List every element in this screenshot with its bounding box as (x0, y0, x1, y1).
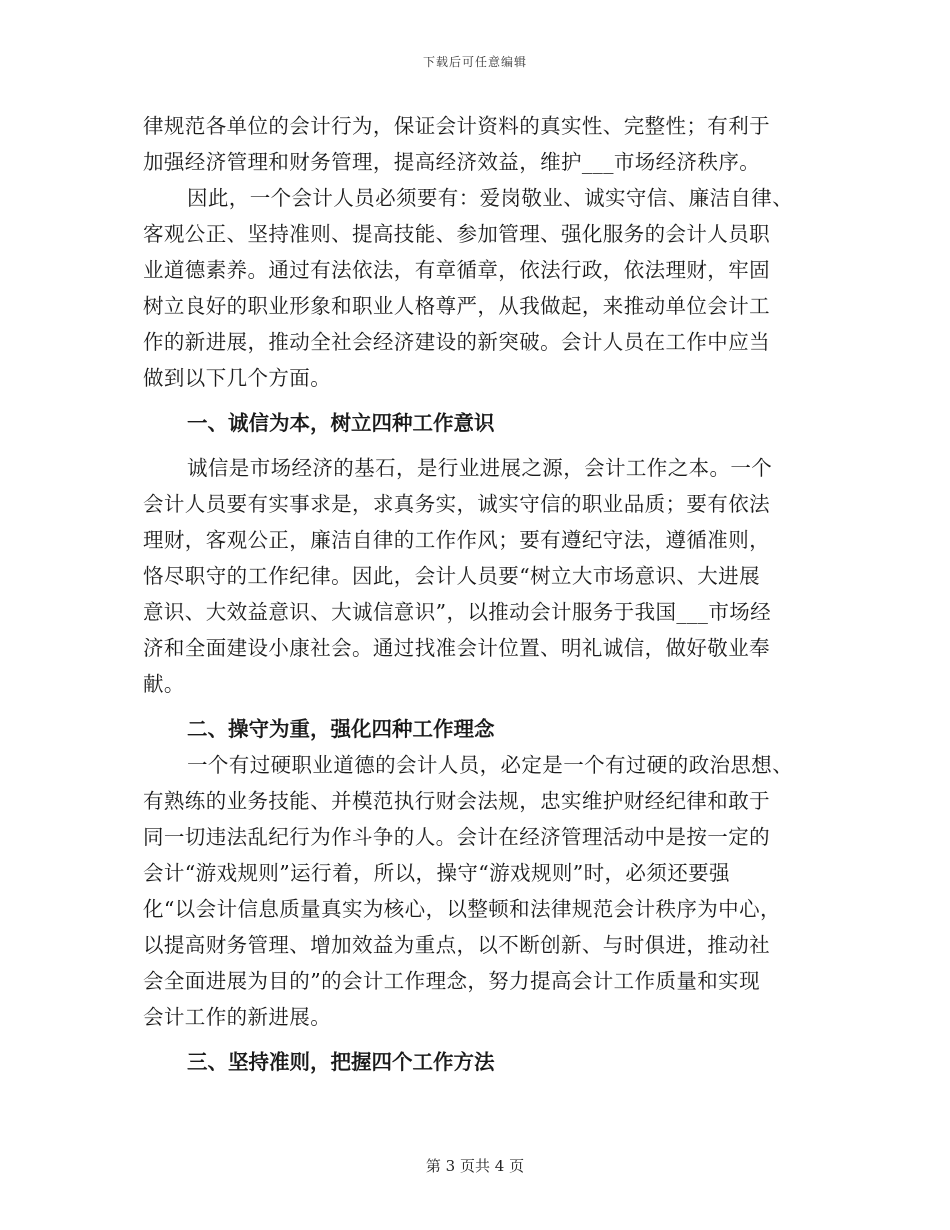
text-line: 诚信是市场经济的基石，是行业进展之源，会计工作之本。一个 (187, 456, 773, 480)
text-line: 会计“游戏规则”运行着，所以，操守“游戏规则”时，必须还要强 (143, 861, 730, 885)
text-line: 会计人员要有实事求是，求真务实，诚实守信的职业品质；要有依法 (143, 492, 770, 516)
text-line: 树立良好的职业形象和职业人格尊严，从我做起，来推动单位会计工 (143, 294, 770, 318)
section-heading: 二、操守为重，强化四种工作理念 (187, 717, 495, 741)
text-line: 同一切违法乱纪行为作斗争的人。会计在经济管理活动中是按一定的 (143, 825, 770, 849)
document-body (143, 108, 813, 1080)
section-heading: 三、坚持准则，把握四个工作方法 (187, 1050, 495, 1074)
text-line: 加强经济管理和财务管理，提高经济效益，维护___市场经济秩序。 (143, 150, 761, 174)
paragraph (143, 108, 813, 180)
text-line: 因此，一个会计人员必须要有：爱岗敬业、诚实守信、廉洁自律、 (187, 186, 794, 210)
text-line: 理财，客观公正，廉洁自律的工作作风；要有遵纪守法，遵循准则， (143, 528, 770, 552)
text-line: 化“以会计信息质量真实为核心，以整顿和法律规范会计秩序为中心， (143, 897, 781, 921)
text-line: 作的新进展，推动全社会经济建设的新突破。会计人员在工作中应当 (143, 330, 770, 354)
text-line: 意识、大效益意识、大诚信意识”，以推动会计服务于我国___市场经 (143, 600, 772, 624)
text-line: 献。 (143, 672, 185, 696)
section-heading: 一、诚信为本，树立四种工作意识 (187, 411, 495, 435)
text-line: 客观公正、坚持准则、提高技能、参加管理、强化服务的会计人员职 (143, 222, 770, 246)
page-number: 第 3 页共 4 页 (425, 1157, 525, 1175)
page-header: 下载后可任意编辑 (422, 55, 527, 69)
text-line: 会计工作的新进展。 (143, 1005, 332, 1029)
paragraph (143, 180, 813, 396)
text-line: 会全面进展为目的”的会计工作理念，努力提高会计工作质量和实现 (143, 969, 760, 993)
text-line: 济和全面建设小康社会。通过找准会计位置、明礼诚信，做好敬业奉 (143, 636, 770, 660)
text-line: 做到以下几个方面。 (143, 366, 332, 390)
text-line: 有熟练的业务技能、并模范执行财会法规，忠实维护财经纪律和敢于 (143, 789, 770, 813)
text-line: 业道德素养。通过有法依法，有章循章，依法行政，依法理财，牢固 (143, 258, 770, 282)
text-line: 律规范各单位的会计行为，保证会计资料的真实性、完整性；有利于 (143, 114, 770, 138)
text-line: 一个有过硬职业道德的会计人员，必定是一个有过硬的政治思想、 (187, 753, 794, 777)
text-line: 以提高财务管理、增加效益为重点，以不断创新、与时俱进，推动社 (143, 933, 770, 957)
text-line: 恪尽职守的工作纪律。因此，会计人员要“树立大市场意识、大进展 (143, 564, 760, 588)
paragraph (143, 747, 813, 1035)
paragraph (143, 450, 813, 702)
